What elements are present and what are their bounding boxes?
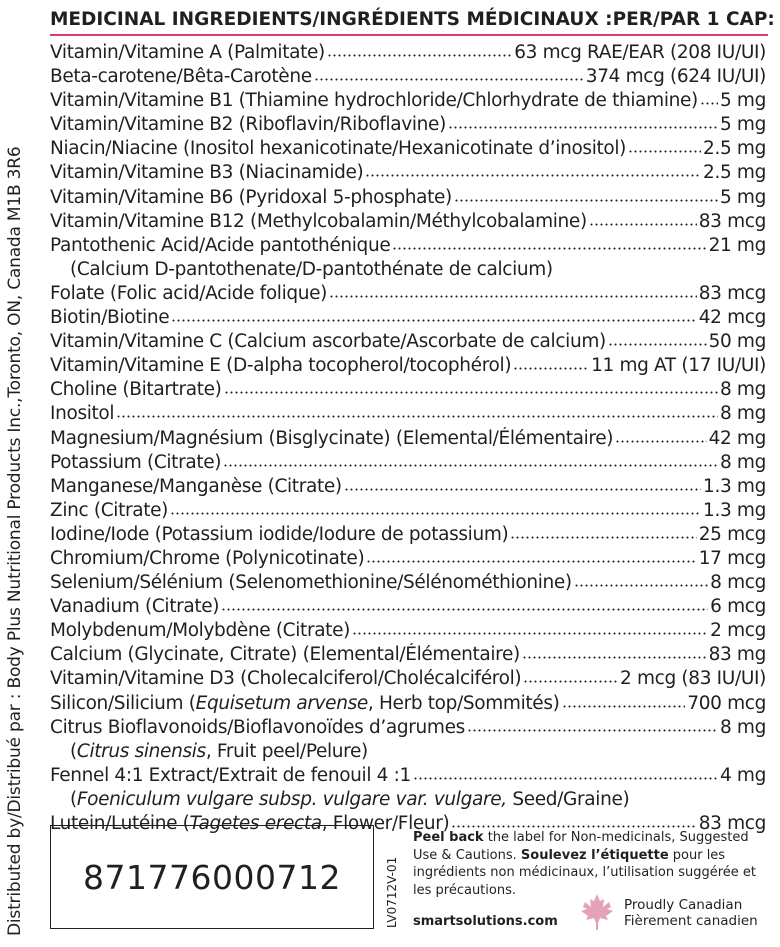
ingredient-amount: 83 mcg [698,813,766,834]
ingredient-name: Calcium (Glycinate, Citrate) (Elemental/Élémentaire) [50,644,520,666]
dot-leader [221,607,708,612]
ingredient-row [50,234,766,258]
ingredient-amount: 83 mcg [698,282,766,304]
ingredient-row [50,258,766,282]
ingredient-amount: 8 mg [719,379,766,401]
ingredient-row [50,643,766,667]
ingredient-row [50,716,766,740]
dot-leader [454,198,718,203]
ingredient-name: Vitamin/Vitamine D3 (Cholecalciferol/Cholécalciférol) [50,668,522,690]
dot-leader [365,173,701,178]
ingredient-name: Potassium (Citrate) [50,451,222,473]
ingredient-amount: 8 mcg [710,572,766,594]
ingredient-amount: 5 mg [719,186,766,208]
ingredient-name: (Calcium D-pantothenate/D-pantothénate de calcium) [70,258,553,280]
ingredient-name: Vitamin/Vitamine B2 (Riboflavin/Riboflavine) [50,114,446,136]
ingredient-name: (Citrus sinensis, Fruit peel/Pelure) [70,740,368,762]
ingredient-amount: 1.3 mg [703,475,766,497]
barcode-box [50,825,374,929]
dot-leader [413,776,718,781]
ingredient-amount: 25 mcg [698,523,766,545]
ingredient-amount: 11 mg AT (17 IU/UI) [591,355,766,377]
ingredient-name: Selenium/Sélénium (Selenomethionine/Sélénométhionine) [50,572,572,594]
peel-text-fr: pour les ingrédients non médicinaux, l’utilisation suggérée et les précautions. [413,847,757,898]
proudly-canadian-fr: Fièrement canadien [624,913,758,929]
ingredient-name: Magnesium/Magnésium (Bisglycinate) (Elemental/Élémentaire) [50,427,614,449]
proudly-canadian-en: Proudly Canadian [624,897,743,913]
ingredient-name: Molybdenum/Molybdène (Citrate) [50,620,350,642]
dot-leader [589,222,697,227]
ingredient-row [50,161,766,185]
ingredient-amount: 374 mcg (624 IU/UI) [585,66,766,88]
ingredient-amount: 8 mg [719,403,766,425]
ingredient-amount: 8 mg [719,716,766,738]
peel-back-notice [413,829,775,899]
ingredient-row [50,210,766,234]
ingredient-amount: 83 mg [708,644,766,666]
ingredient-amount: 8 mg [719,451,766,473]
ingredient-name: Lutein/Lutéine (Tagetes erecta, Flower/Fleur) [50,813,450,834]
ingredient-name: Niacin/Niacine (Inositol hexanicotinate/Hexanicotinate d’inositol) [50,138,627,160]
ingredient-amount: 42 mcg [698,307,766,329]
ingredient-amount: 83 mcg [698,210,766,232]
ingredient-name: Choline (Bitartrate) [50,379,222,401]
dot-leader [700,101,718,106]
ingredient-row [50,499,766,523]
ingredient-row [50,330,766,354]
ingredient-name: Vitamin/Vitamine A (Palmitate) [50,42,325,63]
dot-leader [116,414,718,419]
ingredient-amount: 42 mg [708,427,766,449]
dot-leader [366,559,696,564]
dot-leader [628,149,701,154]
ingredient-row [50,354,766,378]
ingredient-amount: 6 mcg [710,596,766,618]
ingredients-list [50,41,766,836]
barcode-number: 871776000712 [83,857,341,897]
ingredient-name: Biotin/Biotine [50,307,170,329]
ingredient-name: Pantothenic Acid/Acide pantothénique [50,234,391,256]
ingredient-amount: 17 mcg [698,547,766,569]
header-per-label: PER/PAR 1 CAP: [612,9,775,30]
ingredient-name: Inositol [50,403,115,425]
dot-leader [523,679,618,684]
ingredient-name: Chromium/Chrome (Polynicotinate) [50,547,365,569]
peel-bold-fr: Soulevez l’étiquette [520,847,669,863]
dot-leader [467,728,718,733]
dot-leader [327,53,512,58]
ingredient-row [50,41,766,65]
ingredient-name: Beta-carotene/Bêta-Carotène [50,66,312,88]
ingredient-row [50,692,766,716]
ingredient-row [50,788,766,812]
ingredient-amount: 2.5 mg [703,162,766,184]
ingredient-row [50,595,766,619]
ingredient-name: (Foeniculum vulgare subsp. vulgare var. vulgare, Seed/Graine) [70,788,630,810]
ingredient-row [50,65,766,89]
ingredient-row [50,306,766,330]
ingredient-name: Silicon/Silicium (Equisetum arvense, Herb top/Sommités) [50,692,560,714]
dot-leader [615,439,706,444]
ingredient-row [50,475,766,499]
header-title: MEDICINAL INGREDIENTS/INGRÉDIENTS MÉDICINAUX : [50,9,613,30]
ingredient-name: Vitamin/Vitamine B1 (Thiamine hydrochloride/Chlorhydrate de thiamine) [50,90,698,112]
ingredient-row [50,89,766,113]
ingredient-row [50,113,766,137]
ingredient-name: Manganese/Manganèse (Citrate) [50,475,342,497]
dot-leader [510,535,696,540]
ingredient-amount: 1.3 mg [703,499,766,521]
dot-leader [448,125,718,130]
ingredient-amount: 2.5 mg [703,138,766,160]
ingredient-name: Vitamin/Vitamine E (D-alpha tocopherol/tocophérol) [50,355,512,377]
dot-leader [513,366,589,371]
ingredient-name: Folate (Folic acid/Acide folique) [50,282,328,304]
ingredient-name: Iodine/Iode (Potassium iodide/Iodure de potassium) [50,523,509,545]
ingredient-row [50,764,766,788]
ingredient-amount: 21 mg [708,234,766,256]
ingredient-row [50,427,766,451]
lot-code: LV0712V-01 [385,856,399,928]
ingredient-name: Vanadium (Citrate) [50,596,220,618]
ingredient-name: Vitamin/Vitamine B3 (Niacinamide) [50,162,364,184]
ingredient-row [50,547,766,571]
proudly-canadian [624,897,758,929]
dot-leader [329,294,697,299]
ingredient-amount: 5 mg [719,114,766,136]
ingredient-row [50,619,766,643]
peel-text-en: the label for Non-medicinals, Suggested Use & Cautions. [413,830,749,863]
dot-leader [352,631,708,636]
dot-leader [224,390,718,395]
ingredient-name: Vitamin/Vitamine B12 (Methylcobalamin/Méthylcobalamine) [50,210,587,232]
ingredient-amount: 2 mcg (83 IU/UI) [620,668,766,690]
ingredient-row [50,523,766,547]
ingredient-row [50,186,766,210]
ingredient-row [50,451,766,475]
dot-leader [171,318,696,323]
ingredient-name: Vitamin/Vitamine C (Calcium ascorbate/Ascorbate de calcium) [50,331,606,353]
ingredient-name: Citrus Bioflavonoids/Bioflavonoïdes d’agrumes [50,716,465,738]
dot-leader [392,246,706,251]
ingredient-row [50,378,766,402]
ingredient-row [50,740,766,764]
peel-bold-en: Peel back [413,830,484,845]
ingredient-row [50,282,766,306]
ingredient-amount: 5 mg [719,90,766,112]
ingredient-row [50,402,766,426]
dot-leader [562,704,686,709]
dot-leader [608,342,707,347]
dot-leader [314,77,584,82]
ingredient-name: Fennel 4:1 Extract/Extrait de fenouil 4 :1 [50,764,411,786]
ingredient-name: Zinc (Citrate) [50,499,169,521]
ingredient-amount: 2 mcg [710,620,766,642]
ingredient-amount: 700 mcg [687,692,766,714]
distributor-text: Distributed by/Distribué par : Body Plus Nutritional Products Inc.,Toronto, ON, Canada M1B 3R6 [5,146,25,936]
dot-leader [522,655,707,660]
dot-leader [170,511,701,516]
dot-leader [344,487,701,492]
dot-leader [223,463,718,468]
ingredient-amount: 4 mg [719,764,766,786]
ingredients-header [50,9,775,36]
maple-leaf-icon [580,893,614,931]
website-link[interactable]: smartsolutions.com [413,914,558,929]
ingredient-amount: 63 mcg RAE/EAR (208 IU/UI) [514,42,766,63]
ingredient-amount: 50 mg [708,331,766,353]
ingredient-row [50,667,766,691]
ingredient-row [50,137,766,161]
dot-leader [574,583,708,588]
ingredient-name: Vitamin/Vitamine B6 (Pyridoxal 5-phosphate) [50,186,452,208]
ingredient-row [50,571,766,595]
